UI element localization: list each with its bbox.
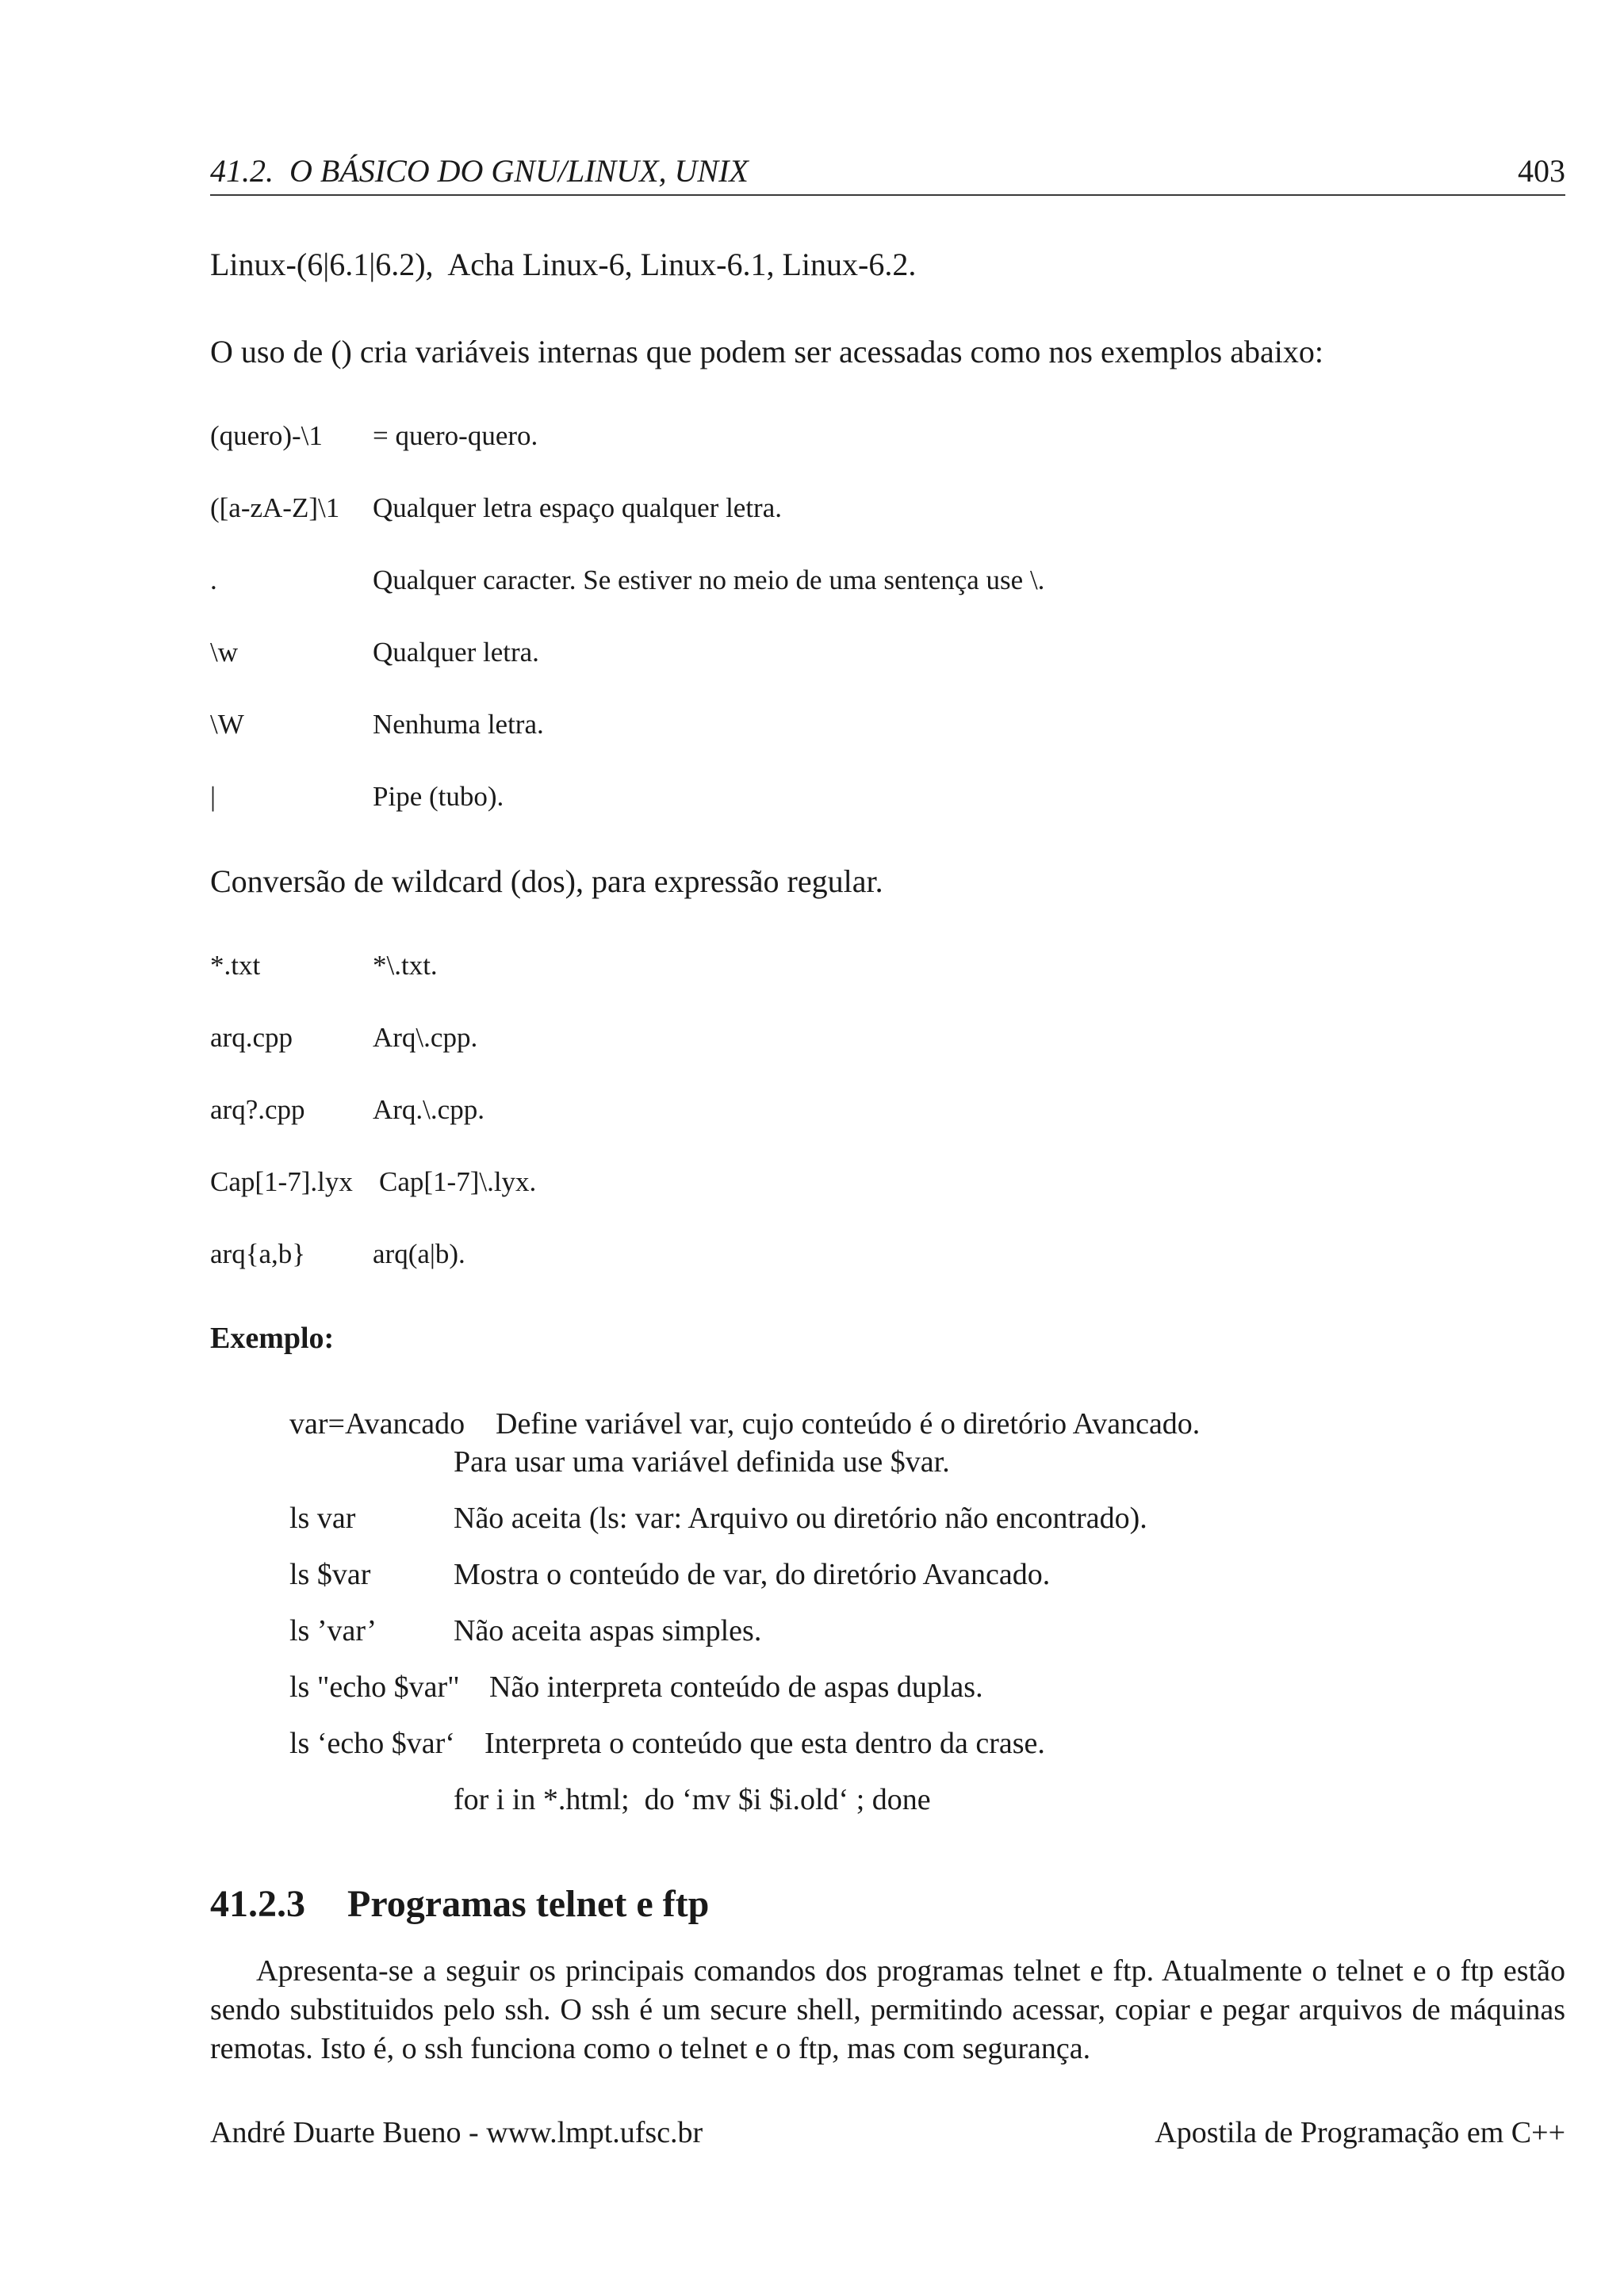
example-description: Mostra o conteúdo de var, do diretório Avancado. [454, 1558, 1051, 1591]
header-rule [210, 194, 1565, 196]
example-description: Interpreta o conteúdo que esta dentro da crase. [485, 1727, 1045, 1760]
regex-desc: Qualquer letra. [373, 637, 539, 668]
wildcard-desc: Arq\.cpp. [373, 1022, 478, 1053]
footer-book-title: Apostila de Programação em C++ [1155, 2116, 1565, 2149]
example-description: for i in *.html; do ‘mv $i $i.old‘ ; done [454, 1783, 931, 1816]
example-description: Não interpreta conteúdo de aspas duplas. [489, 1670, 983, 1704]
example-command: ls ’var’ [289, 1614, 377, 1647]
section-title: Programas telnet e ftp [347, 1883, 710, 1925]
wildcard-term: Cap[1-7].lyx [210, 1166, 353, 1197]
example-description: Define variável var, cujo conteúdo é o diretório Avancado. [496, 1407, 1201, 1441]
example-description: Para usar uma variável definida use $var. [454, 1445, 950, 1479]
page-number: 403 [1518, 153, 1565, 189]
example-description: Não aceita aspas simples. [454, 1614, 762, 1647]
conversion-heading: Conversão de wildcard (dos), para expressão regular. [210, 863, 883, 899]
section-number: 41.2.3 [210, 1883, 305, 1925]
regex-desc: Qualquer caracter. Se estiver no meio de uma sentença use \. [373, 564, 1045, 595]
regex-term: \W [210, 709, 244, 740]
regex-term: (quero)-\1 [210, 420, 323, 451]
example-description: Não aceita (ls: var: Arquivo ou diretório não encontrado). [454, 1502, 1147, 1535]
regex-desc: Pipe (tubo). [373, 781, 504, 812]
regex-desc: Nenhuma letra. [373, 709, 544, 740]
regex-term: | [210, 781, 216, 812]
wildcard-term: *.txt [210, 950, 261, 981]
intro-line-1: Linux-(6|6.1|6.2), Acha Linux-6, Linux-6.1, Linux-6.2. [210, 247, 917, 282]
wildcard-term: arq{a,b} [210, 1238, 306, 1269]
example-command: ls var [289, 1502, 356, 1535]
example-command: ls $var [289, 1558, 371, 1591]
example-command: var=Avancado [289, 1407, 465, 1441]
regex-term: \w [210, 637, 238, 668]
regex-desc: = quero-quero. [373, 420, 538, 451]
section-paragraph: Apresenta-se a seguir os principais comandos dos programas telnet e ftp. Atualmente o telnet e o ftp estão sendo substituidos pelo ssh. O ssh é um secure shell, permitindo acessar, copiar e pegar arquivos de máquinas remotas. Isto é, o ssh funciona como o telnet e o ftp, mas com segurança. [210, 1954, 1565, 2065]
wildcard-term: arq.cpp [210, 1022, 293, 1053]
wildcard-desc: Cap[1-7]\.lyx. [379, 1166, 537, 1197]
intro-line-2: O uso de () cria variáveis internas que podem ser acessadas como nos exemplos abaixo: [210, 334, 1323, 369]
example-command: ls ‘echo $var‘ [289, 1727, 455, 1760]
example-label: Exemplo: [210, 1322, 335, 1355]
wildcard-desc: Arq.\.cpp. [373, 1094, 485, 1125]
wildcard-term: arq?.cpp [210, 1094, 305, 1125]
running-header-title: 41.2. O BÁSICO DO GNU/LINUX, UNIX [210, 153, 749, 189]
regex-term: ([a-zA-Z]\1 [210, 492, 340, 523]
regex-term: . [210, 564, 217, 595]
wildcard-desc: arq(a|b). [373, 1238, 465, 1269]
footer-author: André Duarte Bueno - www.lmpt.ufsc.br [210, 2116, 703, 2149]
wildcard-desc: *\.txt. [373, 950, 438, 981]
regex-desc: Qualquer letra espaço qualquer letra. [373, 492, 782, 523]
example-command: ls "echo $var" [289, 1670, 460, 1704]
